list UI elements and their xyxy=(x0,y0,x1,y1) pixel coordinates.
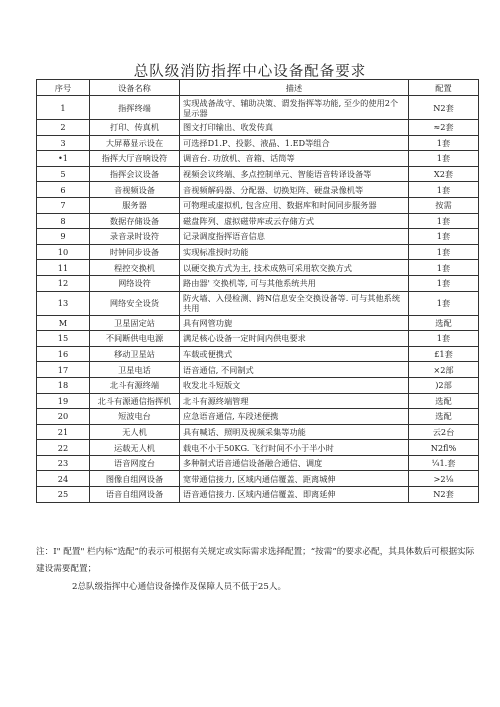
cell-name: 短波电台 xyxy=(90,409,180,425)
cell-no: 23 xyxy=(37,455,90,471)
cell-no: 22 xyxy=(37,440,90,456)
cell-desc: 磁盘阵列、虚拟磁带库或云存储方式 xyxy=(180,213,409,229)
cell-name: 网络安全设货 xyxy=(90,291,180,315)
cell-name: 服务器 xyxy=(90,197,180,213)
cell-desc: 具有喊话、照明及视频采集等功能 xyxy=(180,424,409,440)
cell-name: 打印、传真机 xyxy=(90,120,180,136)
cell-config: 1套 xyxy=(409,135,479,151)
header-name: 设备名称 xyxy=(90,80,180,96)
table-row xyxy=(37,471,479,487)
table-row xyxy=(37,135,479,151)
cell-no: 20 xyxy=(37,409,90,425)
table-row xyxy=(37,440,479,456)
table-header-row xyxy=(37,80,479,96)
cell-desc: 满足核心设备一定时间内供电要求 xyxy=(180,331,409,347)
cell-config: ¼1.套 xyxy=(409,455,479,471)
cell-config: 1套 xyxy=(409,291,479,315)
cell-desc: 图文打印输出、收发传真 xyxy=(180,120,409,136)
cell-name: 程控交换机 xyxy=(90,260,180,276)
table-row xyxy=(37,260,479,276)
cell-name: 北斗有源通信指挥机 xyxy=(90,393,180,409)
cell-no: 3 xyxy=(37,135,90,151)
table-row xyxy=(37,197,479,213)
table-body xyxy=(37,96,479,503)
cell-desc: 应急语音通信, 车段述便携 xyxy=(180,409,409,425)
cell-desc: 多种制式语音通信设备融合通信、调度 xyxy=(180,455,409,471)
cell-no: 16 xyxy=(37,346,90,362)
cell-name: 时钟同步设备 xyxy=(90,244,180,260)
cell-desc: 可选择D1.P、投影、液晶、1.ED等组合 xyxy=(180,135,409,151)
table-row xyxy=(37,182,479,198)
cell-name: 图像自组网设备 xyxy=(90,471,180,487)
cell-desc: 语音通信接力. 区域内通信覆盖、即离延伸 xyxy=(180,487,409,503)
cell-config: 云2台 xyxy=(409,424,479,440)
cell-config: 按需 xyxy=(409,197,479,213)
cell-name: 指挥终端 xyxy=(90,96,180,120)
note-1: 注：I" 配置" 栏内标“选配”的表示可根据有关规定或实际需求选择配置；“按需”的要求必配，其具体数后可根据实际建设需要配置； xyxy=(36,547,475,574)
cell-no: 5 xyxy=(37,166,90,182)
cell-config: N2fl% xyxy=(409,440,479,456)
cell-desc: 可物理或虚拟机, 包含应用、数据库和时间同步服务器 xyxy=(180,197,409,213)
cell-config: 1套 xyxy=(409,229,479,245)
cell-no: 24 xyxy=(37,471,90,487)
table-row xyxy=(37,120,479,136)
cell-no: 6 xyxy=(37,182,90,198)
cell-desc: 宽带通信接力, 区域内通信覆盖、距离城伸 xyxy=(180,471,409,487)
table-row xyxy=(37,96,479,120)
cell-no: 21 xyxy=(37,424,90,440)
cell-desc: 北斗有源终端管理 xyxy=(180,393,409,409)
cell-name: 录音录时设符 xyxy=(90,229,180,245)
cell-no: M xyxy=(37,315,90,331)
cell-no: 8 xyxy=(37,213,90,229)
cell-name: 指挥大厅音响设符 xyxy=(90,151,180,167)
cell-desc: 实现标准授时功能 xyxy=(180,244,409,260)
table-row xyxy=(37,331,479,347)
cell-name: 网络设符 xyxy=(90,275,180,291)
cell-name: 无人机 xyxy=(90,424,180,440)
table-row xyxy=(37,346,479,362)
table-row xyxy=(37,315,479,331)
table-row xyxy=(37,455,479,471)
cell-config: N2套 xyxy=(409,96,479,120)
cell-desc: 车载或便携式 xyxy=(180,346,409,362)
cell-name: 音视频设备 xyxy=(90,182,180,198)
header-config: 配置 xyxy=(409,80,479,96)
table-row xyxy=(37,213,479,229)
cell-name: 卫星固定站 xyxy=(90,315,180,331)
cell-no: 17 xyxy=(37,362,90,378)
cell-config: 选配 xyxy=(409,393,479,409)
table-row xyxy=(37,377,479,393)
cell-desc: 路由器' 交换机等, 可与其他系统共用 xyxy=(180,275,409,291)
table-row xyxy=(37,424,479,440)
cell-config: ×2部 xyxy=(409,362,479,378)
cell-no: 2 xyxy=(37,120,90,136)
cell-config: 选配 xyxy=(409,315,479,331)
cell-name: 移动卫星站 xyxy=(90,346,180,362)
cell-no: 12 xyxy=(37,275,90,291)
cell-no: 11 xyxy=(37,260,90,276)
cell-name: 卫星电话 xyxy=(90,362,180,378)
cell-no: 7 xyxy=(37,197,90,213)
cell-name: 语音自组网设备 xyxy=(90,487,180,503)
table-row xyxy=(37,409,479,425)
cell-desc: 调音台. 功放机、音箱、话筒等 xyxy=(180,151,409,167)
header-no: 序号 xyxy=(37,80,90,96)
table-row xyxy=(37,151,479,167)
cell-config: 选配 xyxy=(409,409,479,425)
note-2: 2总队级指挥中心通信设备操作及保障人员不低于25人。 xyxy=(72,582,287,592)
page-title: 总队级消防指挥中心设备配备要求 xyxy=(133,64,367,80)
cell-name: 指挥会议设备 xyxy=(90,166,180,182)
cell-desc: 语音通信, 不同制式 xyxy=(180,362,409,378)
cell-no: 18 xyxy=(37,377,90,393)
cell-desc: 防火墙、入侵检测、跨N信息安全交换设备等. 可与其他系统共用 xyxy=(180,291,409,315)
table-row xyxy=(37,362,479,378)
cell-name: 大屏幕显示设在 xyxy=(90,135,180,151)
cell-name: 北斗有源终端 xyxy=(90,377,180,393)
cell-config: 1套 xyxy=(409,244,479,260)
table-row xyxy=(37,291,479,315)
cell-no: 25 xyxy=(37,487,90,503)
cell-desc: 具有网管功旎 xyxy=(180,315,409,331)
cell-config: 1套 xyxy=(409,213,479,229)
cell-no: 19 xyxy=(37,393,90,409)
cell-no: 15 xyxy=(37,331,90,347)
cell-desc: 视频会议终端、多点控制单元、智能语音转译设备等 xyxy=(180,166,409,182)
cell-config: )2部 xyxy=(409,377,479,393)
cell-desc: 实现战备战守、辅助决策、谓发指挥等功能, 至少的使用2个显示器 xyxy=(180,96,409,120)
cell-no: 9 xyxy=(37,229,90,245)
cell-name: 数据存储设备 xyxy=(90,213,180,229)
cell-no: 1 xyxy=(37,96,90,120)
cell-desc: 以硬交换方式为主, 技术成熟可采用软交换方式 xyxy=(180,260,409,276)
table-row xyxy=(37,275,479,291)
table-row xyxy=(37,393,479,409)
cell-config: ≈2套 xyxy=(409,120,479,136)
table-row xyxy=(37,166,479,182)
cell-config: 1套 xyxy=(409,151,479,167)
cell-name: 不间断供电电源 xyxy=(90,331,180,347)
cell-config: X2套 xyxy=(409,166,479,182)
cell-no: •1 xyxy=(37,151,90,167)
cell-no: 10 xyxy=(37,244,90,260)
cell-no: 13 xyxy=(37,291,90,315)
cell-desc: 记录调度指挥语音信息 xyxy=(180,229,409,245)
cell-config: 1套 xyxy=(409,331,479,347)
cell-name: 运载无人机 xyxy=(90,440,180,456)
table-row xyxy=(37,229,479,245)
cell-config: £1套 xyxy=(409,346,479,362)
cell-desc: 音视频解码器、分配器、切换矩阵、硬盘录像机等 xyxy=(180,182,409,198)
table-row xyxy=(37,244,479,260)
cell-desc: 载电不小于50KG. 飞行时间不小于半小时 xyxy=(180,440,409,456)
header-desc: 描述 xyxy=(180,80,409,96)
cell-config: N2套 xyxy=(409,487,479,503)
table-row xyxy=(37,487,479,503)
cell-config: 1套 xyxy=(409,260,479,276)
cell-desc: 收发北斗短版文 xyxy=(180,377,409,393)
cell-config: >2⅛ xyxy=(409,471,479,487)
cell-name: 语音网度台 xyxy=(90,455,180,471)
equipment-table xyxy=(36,79,479,503)
cell-config: 1套 xyxy=(409,275,479,291)
cell-config: 1套 xyxy=(409,182,479,198)
